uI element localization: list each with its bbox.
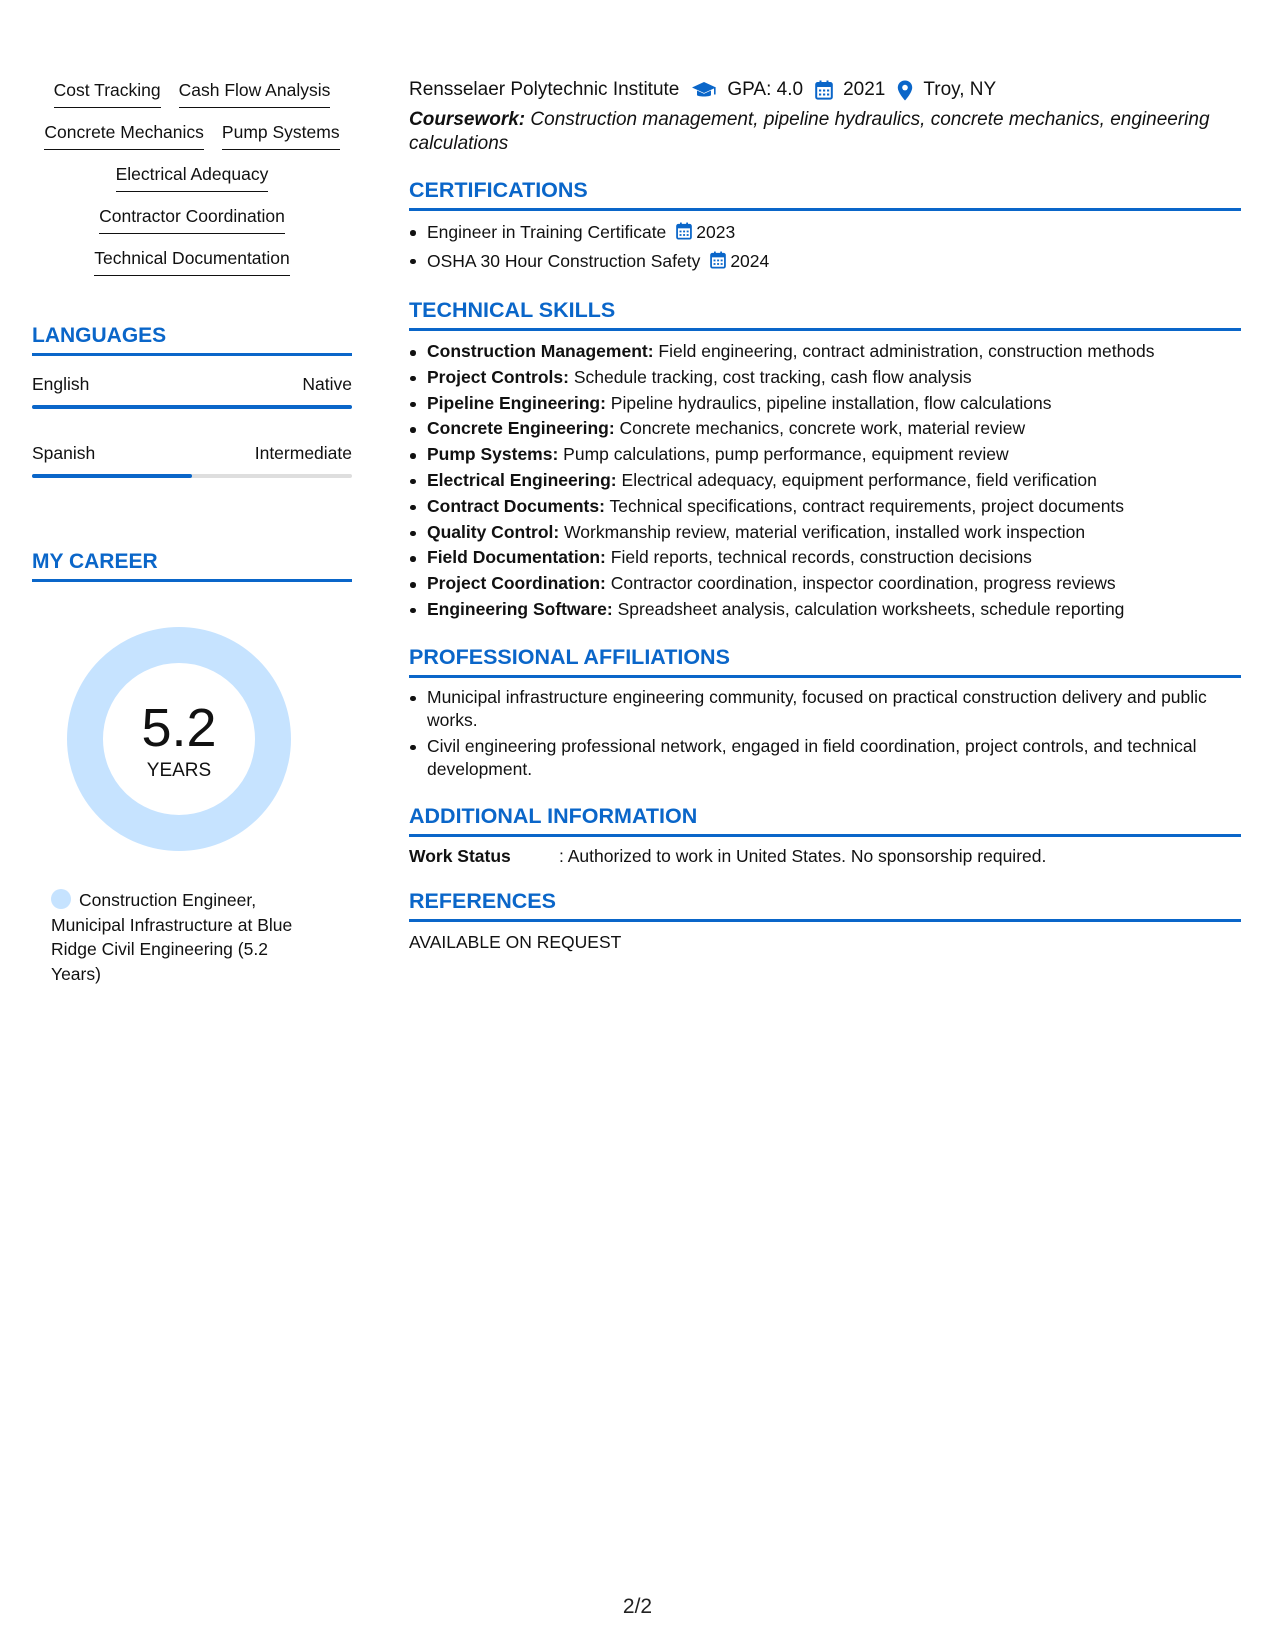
coursework <box>409 108 1241 156</box>
skill-text: Field engineering, contract administration, construction methods <box>658 341 1155 361</box>
technical-skills-list <box>409 339 1241 623</box>
page-number: 2/2 <box>622 1595 653 1618</box>
skill-tag: Concrete Mechanics <box>44 122 204 150</box>
coursework-label: Coursework: <box>409 109 526 130</box>
language-bar <box>32 474 352 478</box>
skill-label: Pump Systems: <box>427 444 559 465</box>
list-item <box>409 571 1241 597</box>
skill-tag: Electrical Adequacy <box>116 164 269 192</box>
list-item <box>409 468 1241 494</box>
legend-dot <box>51 889 71 909</box>
school-location: Troy, NY <box>923 79 997 100</box>
skill-label: Project Controls: <box>427 366 569 387</box>
calendar-icon <box>710 250 726 277</box>
skill-text: Electrical adequacy, equipment performance, field verification <box>621 469 1097 490</box>
work-status-label: Work Status <box>409 845 511 866</box>
skill-label: Pipeline Engineering: <box>427 392 606 413</box>
skill-tag: Pump Systems <box>222 122 340 150</box>
certifications-heading: CERTIFICATIONS <box>409 178 1241 211</box>
skill-tag: Contractor Coordination <box>99 206 285 234</box>
language-spanish <box>32 443 352 478</box>
career-heading: MY CAREER <box>32 550 352 582</box>
list-item <box>409 597 1241 623</box>
skill-label: Construction Management: <box>427 341 654 361</box>
skill-tag: Technical Documentation <box>94 248 290 276</box>
language-level: Intermediate <box>254 443 352 463</box>
language-level: Native <box>302 374 352 394</box>
skill-tag: Cost Tracking <box>54 80 161 108</box>
main-content <box>409 78 1241 953</box>
education-line <box>409 78 1241 102</box>
skill-text: Workmanship review, material verification, installed work inspection <box>564 521 1086 542</box>
skill-label: Quality Control: <box>427 521 560 542</box>
career-years-value: 5.2 <box>141 698 217 758</box>
career-donut <box>66 626 292 852</box>
list-item <box>409 219 1241 248</box>
list-item <box>409 391 1241 417</box>
list-item: Municipal infrastructure engineering community, focused on practical construction delivery and public works. <box>409 686 1241 733</box>
career-years-unit: YEARS <box>146 760 212 781</box>
list-item <box>409 494 1241 520</box>
skill-label: Engineering Software: <box>427 598 613 619</box>
gpa: GPA: 4.0 <box>727 79 804 100</box>
list-item <box>409 339 1241 365</box>
language-bar-fill <box>32 405 352 409</box>
technical-skills-heading: TECHNICAL SKILLS <box>409 298 1241 331</box>
work-status-row <box>409 846 1241 867</box>
list-item <box>409 520 1241 546</box>
languages-heading: LANGUAGES <box>32 324 352 356</box>
location-pin-icon <box>897 80 913 101</box>
list-item <box>409 416 1241 442</box>
skill-label: Concrete Engineering: <box>427 418 615 439</box>
calendar-icon <box>676 221 692 248</box>
skill-tag: Cash Flow Analysis <box>179 80 331 108</box>
additional-info-heading: ADDITIONAL INFORMATION <box>409 804 1241 837</box>
cert-name: Engineer in Training Certificate <box>427 222 667 242</box>
list-item <box>409 442 1241 468</box>
language-english <box>32 374 352 409</box>
skill-text: Pump calculations, pump performance, equipment review <box>563 444 1009 465</box>
language-name: English <box>32 374 90 394</box>
graduation-cap-icon <box>691 80 717 100</box>
skill-tags <box>32 80 352 276</box>
skill-text: Pipeline hydraulics, pipeline installation, flow calculations <box>610 392 1052 413</box>
affiliations-list <box>409 686 1241 782</box>
references-text: AVAILABLE ON REQUEST <box>409 931 622 952</box>
language-bar <box>32 405 352 409</box>
skill-text: Technical specifications, contract requirements, project documents <box>609 495 1125 516</box>
skill-text: Contractor coordination, inspector coordination, progress reviews <box>610 573 1116 594</box>
calendar-icon <box>815 80 833 100</box>
coursework-text: Construction management, pipeline hydraulics, concrete mechanics, engineering calculations <box>409 109 1210 154</box>
skill-label: Field Documentation: <box>427 547 606 568</box>
cert-year: 2024 <box>730 250 770 271</box>
affiliations-heading: PROFESSIONAL AFFILIATIONS <box>409 645 1241 678</box>
list-item <box>409 248 1241 277</box>
career-legend-item <box>51 888 321 986</box>
work-status-value: : Authorized to work in United States. No sponsorship required. <box>559 845 1047 866</box>
graduation-year: 2021 <box>843 79 886 100</box>
skill-text: Field reports, technical records, construction decisions <box>610 547 1032 568</box>
list-item <box>409 545 1241 571</box>
sidebar <box>32 80 352 986</box>
career-legend-text: Construction Engineer, Municipal Infrastructure at Blue Ridge Civil Engineering (5.2 Years) <box>51 890 293 984</box>
references-heading: REFERENCES <box>409 889 1241 922</box>
cert-name: OSHA 30 Hour Construction Safety <box>427 250 701 271</box>
skill-text: Spreadsheet analysis, calculation worksheets, schedule reporting <box>617 598 1125 619</box>
language-name: Spanish <box>32 443 96 463</box>
skill-text: Schedule tracking, cost tracking, cash flow analysis <box>573 366 972 387</box>
school-name: Rensselaer Polytechnic Institute <box>409 79 680 100</box>
skill-label: Electrical Engineering: <box>427 469 617 490</box>
skill-text: Concrete mechanics, concrete work, material review <box>619 418 1026 439</box>
language-bar-fill <box>32 474 192 478</box>
list-item <box>409 365 1241 391</box>
list-item: Civil engineering professional network, engaged in field coordination, project controls, and technical development. <box>409 735 1241 782</box>
certifications-list <box>409 219 1241 276</box>
skill-label: Project Coordination: <box>427 573 606 594</box>
cert-year: 2023 <box>696 222 736 242</box>
skill-label: Contract Documents: <box>427 495 605 516</box>
